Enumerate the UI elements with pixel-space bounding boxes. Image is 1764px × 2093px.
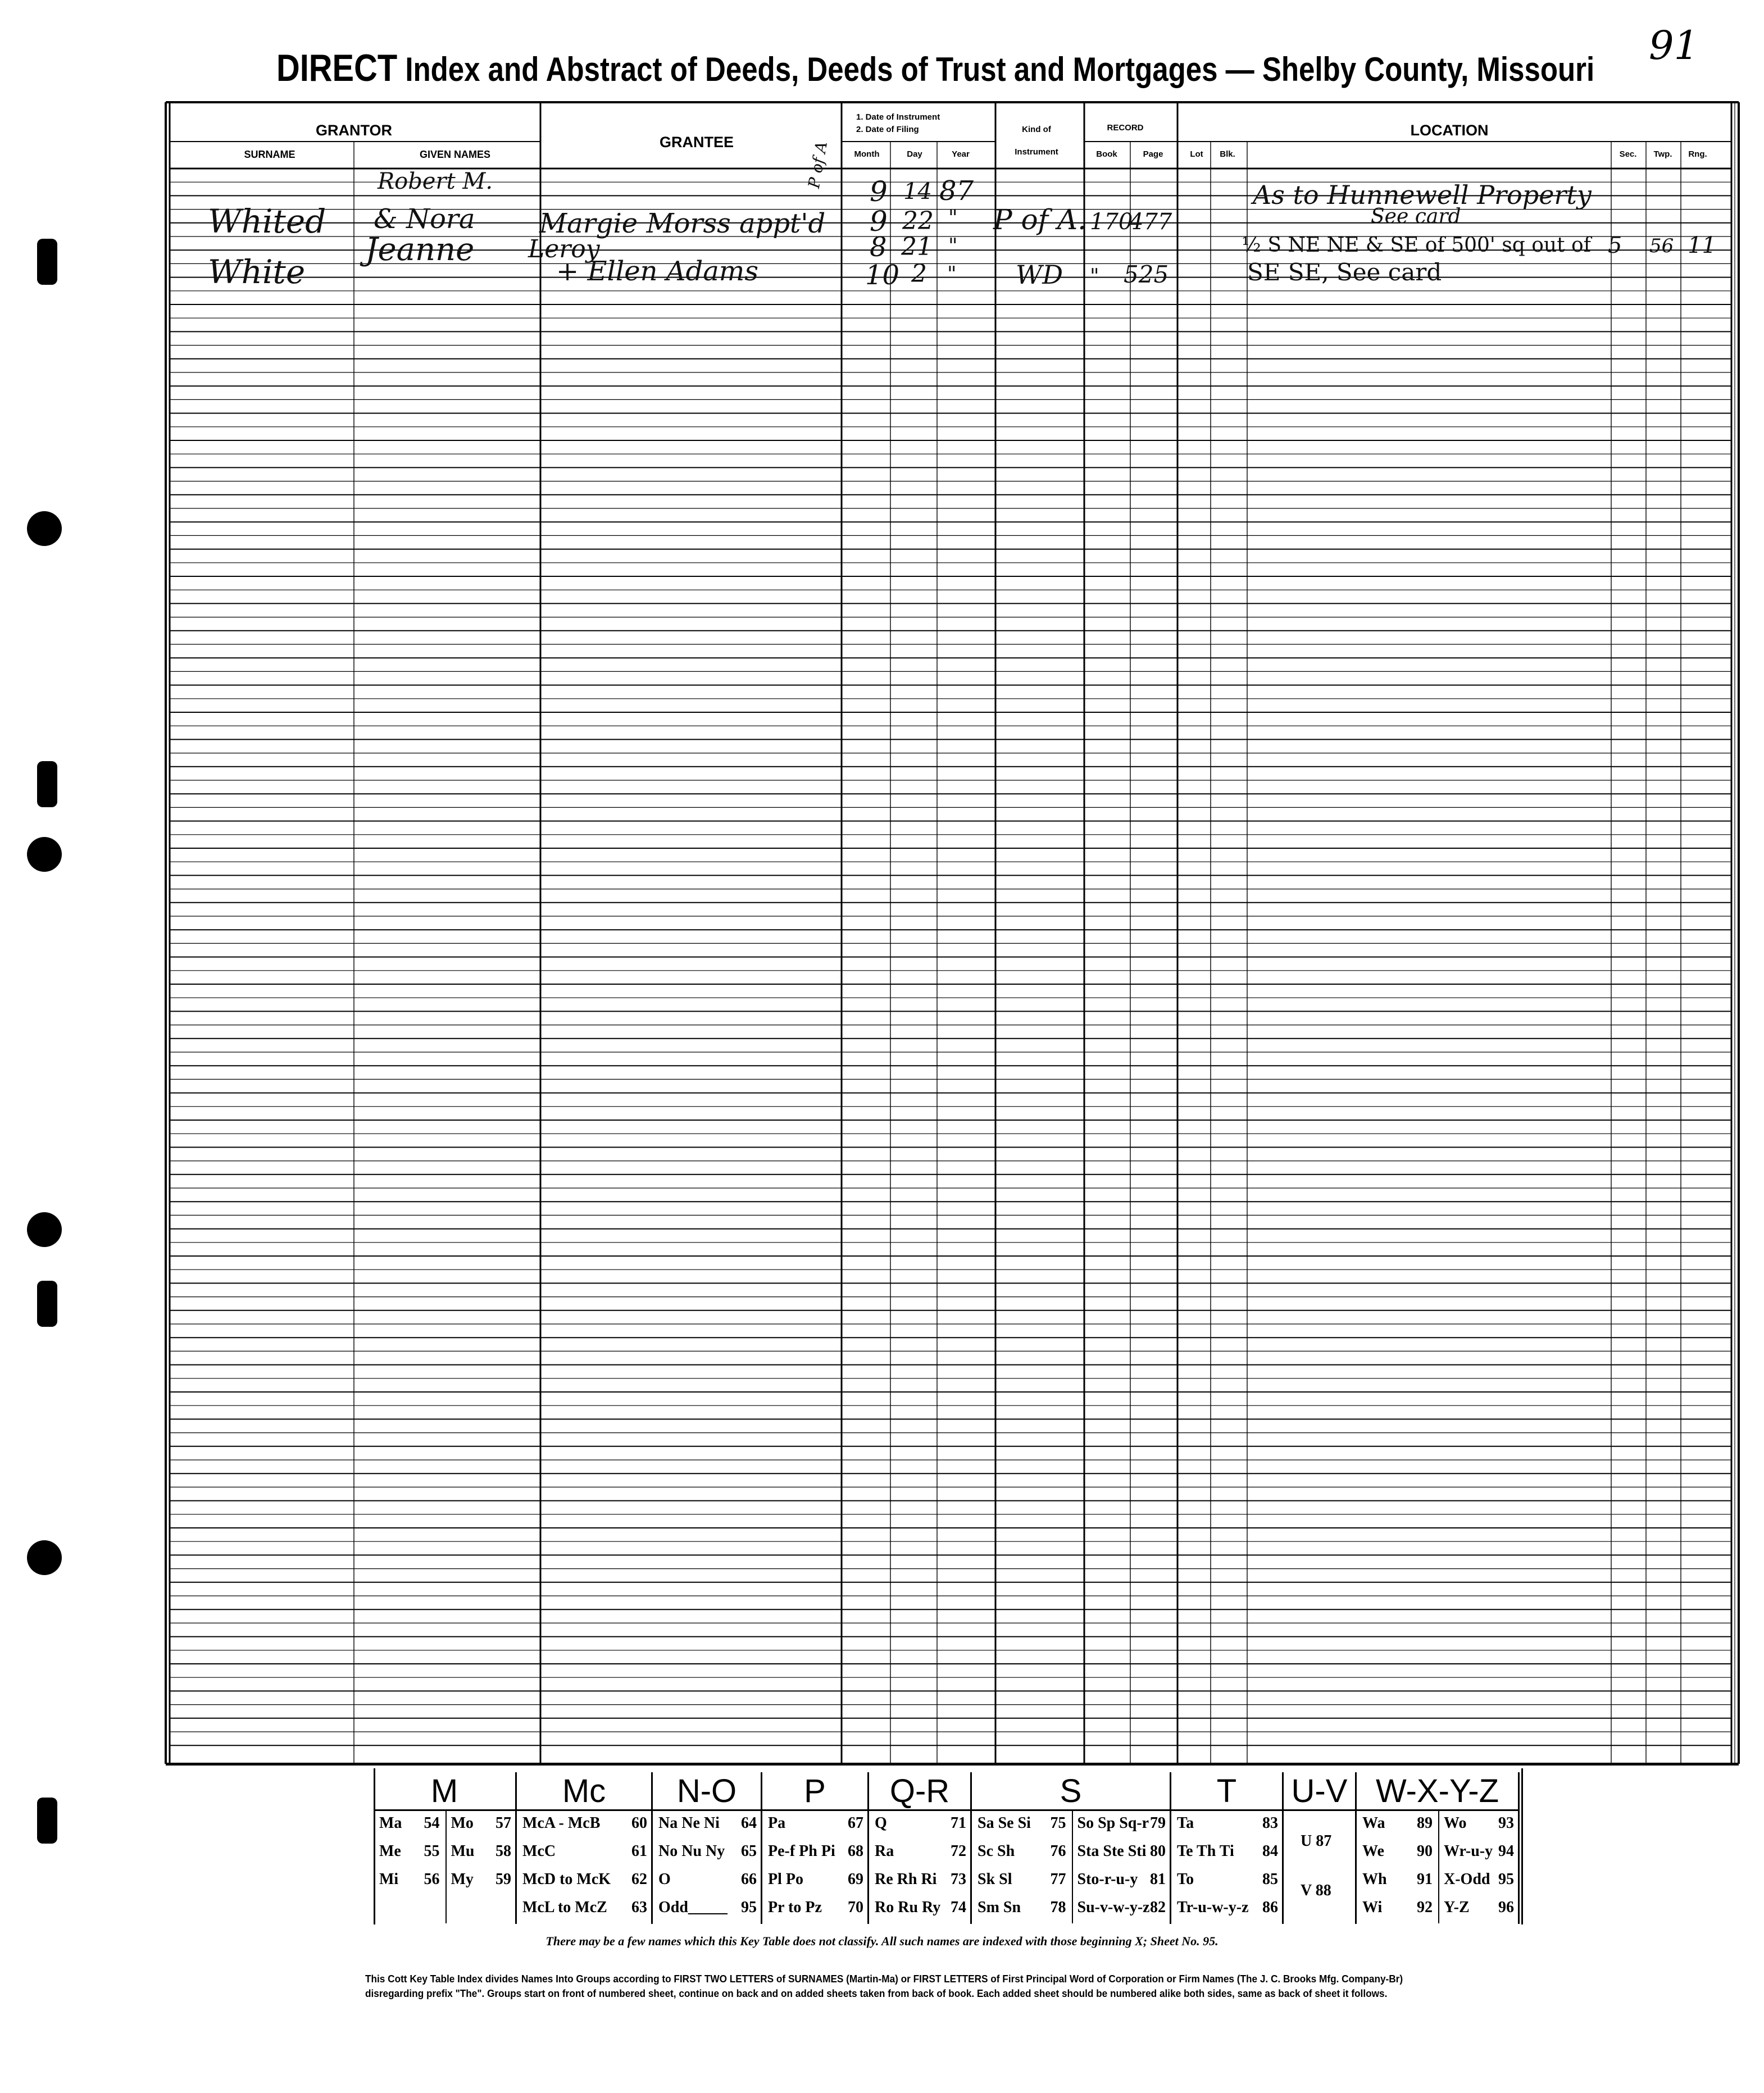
key-cell-letters: Sa Se Si — [978, 1814, 1031, 1832]
header-twp: Twp. — [1653, 149, 1672, 159]
entry1-inst-day: 14 — [903, 179, 932, 204]
footer-line-2: disregarding prefix "The". Groups start on front of numbered sheet, continue on back and on added sheets taken from back of book. Each added sheet should be numbered alike both sides, same as back of sheet it follows. — [365, 1987, 1388, 1999]
entry2-inst-day: 21 — [901, 233, 933, 261]
key-cell-sheet-number: 85 — [1262, 1871, 1278, 1888]
key-cell — [978, 1871, 1066, 1889]
entry2-grantee-2: + Ellen Adams — [556, 256, 758, 287]
key-cell-letters: Ta — [1177, 1814, 1194, 1832]
key-cell-sheet-number: 91 — [1417, 1871, 1433, 1888]
key-cell — [875, 1842, 966, 1860]
key-cell-letters: Wi — [1362, 1899, 1383, 1916]
key-group-underline — [653, 1809, 761, 1811]
header-blk: Blk. — [1220, 149, 1235, 159]
key-cell — [451, 1871, 512, 1889]
entry2-given: Jeanne — [365, 231, 475, 268]
key-cell-sheet-number: 74 — [951, 1899, 966, 1916]
key-cell-letters: X-Odd — [1444, 1871, 1490, 1888]
key-cell-sheet-number: 82 — [1150, 1899, 1166, 1916]
key-cell-letters: Mi — [379, 1871, 399, 1888]
binder-hole — [27, 1212, 62, 1247]
header-lot: Lot — [1190, 149, 1203, 159]
key-cell-sheet-number: 86 — [1262, 1899, 1278, 1916]
key-cell — [1177, 1899, 1278, 1917]
key-cell-sheet-number: 77 — [1050, 1871, 1066, 1888]
key-cell — [768, 1842, 863, 1860]
key-cell — [1362, 1871, 1433, 1889]
key-cell-letters: So Sp Sq-r — [1077, 1814, 1149, 1832]
binder-hole — [27, 511, 62, 546]
key-cell — [1177, 1842, 1278, 1860]
entry1-location-2: See card — [1371, 205, 1461, 228]
binder-slot — [37, 761, 57, 807]
key-cell — [1444, 1842, 1514, 1860]
key-cell-letters: Ro Ru Ry — [875, 1899, 941, 1916]
key-cell-letters: Sk Sl — [978, 1871, 1012, 1888]
header-month: Month — [854, 149, 880, 159]
entry2-surname: White — [208, 253, 306, 291]
key-cell-sheet-number: 78 — [1050, 1899, 1066, 1916]
key-cell — [1444, 1871, 1514, 1889]
key-cell-letters: Tr-u-w-y-z — [1177, 1899, 1249, 1916]
key-group-letter: P — [804, 1773, 826, 1809]
key-cell — [451, 1842, 512, 1860]
key-cell-sheet-number: 96 — [1498, 1899, 1514, 1916]
key-cell-sheet-number: 76 — [1050, 1842, 1066, 1860]
key-cell-letters: Te Th Ti — [1177, 1842, 1234, 1860]
key-cell-sheet-number: 75 — [1050, 1814, 1066, 1832]
entry2-page: 525 — [1124, 261, 1169, 288]
key-cell — [875, 1814, 966, 1832]
binder-hole — [27, 837, 62, 872]
key-cell-sheet-number: 72 — [951, 1842, 966, 1860]
footer-instructions — [365, 1972, 1462, 2001]
key-cell-sheet-number: 80 — [1150, 1842, 1166, 1860]
entry1-inst-year: 87 — [939, 175, 974, 207]
key-group-letter: S — [1060, 1773, 1082, 1809]
entry1-kind: P of A. — [993, 203, 1087, 236]
entry1-surname: Whited — [208, 202, 326, 240]
key-cell-letters: Pe-f Ph Pi — [768, 1842, 835, 1860]
key-group-letter: Q-R — [889, 1773, 950, 1809]
key-cell-sheet-number: 81 — [1150, 1871, 1166, 1888]
entry1-given: & Nora — [374, 203, 475, 235]
key-cell-sheet-number: 70 — [848, 1899, 863, 1916]
key-group-underline — [517, 1809, 651, 1811]
header-date-line2: 2. Date of Filing — [856, 125, 919, 134]
entry2-file-month: 10 — [865, 260, 900, 291]
key-cell — [768, 1899, 863, 1917]
entry2-book: " — [1090, 265, 1099, 288]
key-cell-letters: Wa — [1362, 1814, 1385, 1832]
key-cell-letters: No Nu Ny — [658, 1842, 725, 1860]
key-cell-letters: Q — [875, 1814, 887, 1832]
entry1-location-1: As to Hunnewell Property — [1253, 180, 1592, 210]
key-cell-sheet-number: 94 — [1498, 1842, 1514, 1860]
entry1-file-day: 22 — [902, 207, 934, 235]
header-grantor: GRANTOR — [315, 122, 392, 139]
key-cell-letters: Su-v-w-y-z — [1077, 1899, 1150, 1916]
key-cell-sheet-number: 89 — [1417, 1814, 1433, 1832]
key-cell-sheet-number: 59 — [495, 1871, 511, 1888]
key-cell-sheet-number: 71 — [951, 1814, 966, 1832]
page-title — [276, 46, 1595, 90]
header-grantee: GRANTEE — [659, 134, 734, 151]
entry2-inst-month: 8 — [870, 231, 887, 263]
footer-line-1: This Cott Key Table Index divides Names Into Groups according to FIRST TWO LETTERS of SURNAMES (Martin-Ma) or FIRST LETTERS of First Principal Word of Corporation or Firm Names (The J. C. Brooks Mfg. Company-Br) — [365, 1973, 1403, 1985]
key-cell-sheet-number: 92 — [1417, 1899, 1433, 1916]
entry2-location-1: ½ S NE NE & SE of 500' sq out of — [1242, 234, 1591, 257]
key-cell-sheet-number: 55 — [424, 1842, 440, 1860]
key-cell-letters: Me — [379, 1842, 401, 1860]
title-direct: DIRECT — [276, 47, 398, 89]
entry2-file-day: 2 — [911, 260, 927, 288]
key-cell — [875, 1871, 966, 1889]
entry2-twp: 56 — [1649, 235, 1674, 257]
key-cell-letters: Sm Sn — [978, 1899, 1021, 1916]
key-cell-letters: Sc Sh — [978, 1842, 1015, 1860]
key-column-divider — [445, 1811, 447, 1923]
binder-hole — [27, 1540, 62, 1575]
key-cell — [1078, 1871, 1166, 1889]
key-cell-sheet-number: 60 — [631, 1814, 647, 1832]
header-kind-line2: Instrument — [1015, 147, 1058, 157]
key-column-divider — [1072, 1811, 1073, 1923]
key-group-letter: W-X-Y-Z — [1375, 1773, 1499, 1809]
key-cell-letters: Wh — [1362, 1871, 1387, 1888]
key-cell-sheet-number: 68 — [848, 1842, 863, 1860]
header-location: LOCATION — [1410, 122, 1489, 139]
header-surname: SURNAME — [244, 149, 295, 160]
key-cell-letters: We — [1362, 1842, 1384, 1860]
key-cell-letters: O — [658, 1871, 671, 1888]
key-cell — [522, 1871, 647, 1889]
key-cell-sheet-number: 64 — [741, 1814, 757, 1832]
key-group-underline — [1171, 1809, 1282, 1811]
key-group-underline — [869, 1809, 970, 1811]
key-cell-letters: Na Ne Ni — [658, 1814, 720, 1832]
key-cell — [522, 1814, 647, 1832]
key-cell-letters: Wo — [1444, 1814, 1467, 1832]
key-cell-letters: Wr-u-y — [1444, 1842, 1493, 1860]
entry1-page: 477 — [1129, 209, 1172, 235]
entry1-inst-month: 9 — [870, 175, 888, 208]
entry1-file-year: " — [948, 207, 958, 230]
header-year: Year — [952, 149, 970, 159]
key-cell-letters: McA - McB — [522, 1814, 601, 1832]
key-cell-sheet-number: 57 — [495, 1814, 511, 1832]
key-cell — [658, 1814, 757, 1832]
key-group-letter: U-V — [1291, 1773, 1348, 1809]
key-cell-letters: Ra — [875, 1842, 894, 1860]
key-cell-sheet-number: 69 — [848, 1871, 863, 1888]
key-cell-letters: Y-Z — [1444, 1899, 1470, 1916]
key-cell — [379, 1814, 440, 1832]
key-cell-sheet-number: 61 — [631, 1842, 647, 1860]
key-cell-letters: McL to McZ — [522, 1899, 607, 1916]
key-cell: U 87 — [1301, 1832, 1332, 1850]
entry1-book: 170 — [1090, 209, 1133, 235]
entry1-grantee: Margie Morss appt'd — [539, 208, 826, 239]
key-group-letter: N-O — [676, 1773, 737, 1809]
header-given-names: GIVEN NAMES — [419, 149, 491, 160]
key-cell-letters: Re Rh Ri — [875, 1871, 937, 1888]
key-cell-sheet-number: 65 — [741, 1842, 757, 1860]
key-cell — [978, 1814, 1066, 1832]
key-cell-letters: McC — [522, 1842, 556, 1860]
key-group-letter: Mc — [562, 1773, 606, 1809]
key-cell-letters: Pl Po — [768, 1871, 803, 1888]
key-cell — [1362, 1814, 1433, 1832]
key-cell — [451, 1814, 512, 1832]
key-cell-sheet-number: 58 — [495, 1842, 511, 1860]
key-cell-sheet-number: 95 — [1498, 1871, 1514, 1888]
key-cell-sheet-number: 90 — [1417, 1842, 1433, 1860]
key-cell — [1362, 1899, 1433, 1917]
key-cell-sheet-number: 93 — [1498, 1814, 1514, 1832]
key-group-letter: T — [1216, 1773, 1237, 1809]
key-cell — [1078, 1814, 1166, 1832]
key-cell — [658, 1842, 757, 1860]
header-kind-line1: Kind of — [1022, 125, 1051, 134]
key-group-underline — [1284, 1809, 1355, 1811]
entry2-inst-year: " — [948, 235, 958, 258]
key-cell — [1444, 1899, 1514, 1917]
entry1-poa-note: P of A — [804, 140, 831, 190]
binder-slot — [37, 1798, 57, 1844]
key-cell-letters: Pa — [768, 1814, 786, 1832]
key-cell — [658, 1871, 757, 1889]
key-cell — [658, 1899, 757, 1917]
key-cell-sheet-number: 84 — [1262, 1842, 1278, 1860]
binder-slot — [37, 239, 57, 285]
key-cell-letters: Sto-r-u-y — [1077, 1871, 1138, 1888]
header-date-line1: 1. Date of Instrument — [856, 112, 940, 122]
key-cell — [1078, 1842, 1166, 1860]
key-cell: V 88 — [1301, 1882, 1331, 1899]
key-cell-letters: My — [451, 1871, 474, 1888]
title-rest: Index and Abstract of Deeds, Deeds of Trust and Mortgages — Shelby County, Missouri — [405, 51, 1595, 88]
key-table-note: There may be a few names which this Key Table does not classify. All such names are indexed with those beginning X; Sheet No. 95. — [545, 1934, 1219, 1948]
key-cell — [1362, 1842, 1433, 1860]
key-cell-letters: Sta Ste Sti — [1077, 1842, 1147, 1860]
key-cell-sheet-number: 54 — [424, 1814, 440, 1832]
key-cell-sheet-number: 56 — [424, 1871, 440, 1888]
header-sec: Sec. — [1619, 149, 1637, 159]
header-day: Day — [907, 149, 922, 159]
entry2-sec: 5 — [1608, 233, 1622, 258]
key-cell — [522, 1899, 647, 1917]
binder-slot — [37, 1281, 57, 1327]
entry1-given-top: Robert M. — [378, 169, 493, 194]
key-cell — [379, 1842, 440, 1860]
key-cell-sheet-number: 73 — [951, 1871, 966, 1888]
key-cell — [522, 1842, 647, 1860]
key-cell — [1177, 1814, 1278, 1832]
key-group-letter: M — [430, 1773, 458, 1809]
key-group-underline — [374, 1809, 515, 1811]
key-cell-letters: To — [1177, 1871, 1194, 1888]
entry1-file-month: 9 — [870, 205, 888, 238]
key-cell — [379, 1871, 440, 1889]
entry2-rng: 11 — [1688, 233, 1716, 258]
key-cell — [875, 1899, 966, 1917]
key-cell-letters: Pr to Pz — [768, 1899, 822, 1916]
page-number: 91 — [1649, 22, 1699, 69]
key-cell-sheet-number: 66 — [741, 1871, 757, 1888]
key-cell-letters: Mo — [451, 1814, 474, 1832]
key-cell-sheet-number: 63 — [631, 1899, 647, 1916]
key-cell — [768, 1814, 863, 1832]
key-cell-letters: Odd_____ — [658, 1899, 728, 1916]
key-group-underline — [1357, 1809, 1518, 1811]
key-cell — [1078, 1899, 1166, 1917]
key-cell-sheet-number: 62 — [631, 1871, 647, 1888]
key-cell-letters: McD to McK — [522, 1871, 611, 1888]
key-cell-sheet-number: 79 — [1150, 1814, 1166, 1832]
key-cell — [978, 1899, 1066, 1917]
key-cell-sheet-number: 83 — [1262, 1814, 1278, 1832]
key-group-underline — [762, 1809, 867, 1811]
key-cell — [978, 1842, 1066, 1860]
entry2-location-2: SE SE, See card — [1247, 258, 1442, 286]
key-cell-sheet-number: 67 — [848, 1814, 863, 1832]
entry2-kind: WD — [1016, 260, 1063, 290]
key-group-underline — [972, 1809, 1170, 1811]
key-cell — [1444, 1814, 1514, 1832]
header-record: RECORD — [1107, 123, 1144, 133]
entry2-file-year: " — [947, 263, 957, 286]
key-cell-letters: Mu — [451, 1842, 475, 1860]
key-column-divider — [1438, 1811, 1439, 1923]
header-page: Page — [1143, 149, 1163, 159]
key-cell-letters: Ma — [379, 1814, 402, 1832]
header-rng: Rng. — [1688, 149, 1707, 159]
key-cell — [1177, 1871, 1278, 1889]
key-cell-sheet-number: 95 — [741, 1899, 757, 1916]
key-cell — [768, 1871, 863, 1889]
header-book: Book — [1096, 149, 1117, 159]
entry2-grantee-1: Leroy — [528, 235, 600, 263]
